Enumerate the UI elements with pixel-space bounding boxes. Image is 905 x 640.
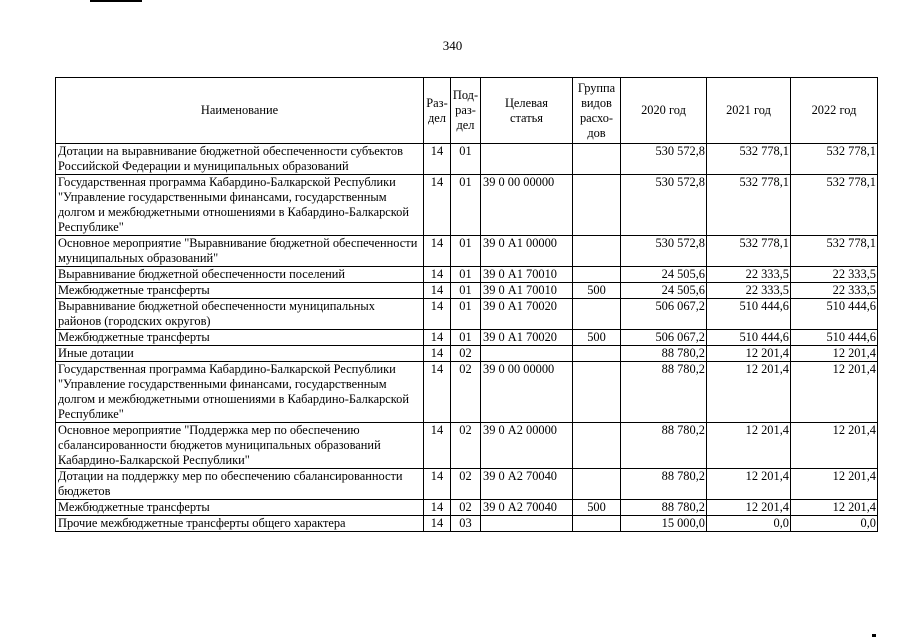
cell-subsection: 01 (451, 175, 481, 236)
cell-subsection: 01 (451, 299, 481, 330)
cell-subsection: 02 (451, 362, 481, 423)
cell-target: 39 0 А2 00000 (481, 423, 573, 469)
header-2022: 2022 год (791, 78, 878, 144)
cell-2021: 0,0 (707, 516, 791, 532)
cell-section: 14 (424, 330, 451, 346)
cell-subsection: 02 (451, 346, 481, 362)
cell-2022: 22 333,5 (791, 267, 878, 283)
cell-target: 39 0 А1 70020 (481, 299, 573, 330)
table-row (56, 516, 878, 532)
cell-subsection: 01 (451, 144, 481, 175)
cell-2021: 22 333,5 (707, 283, 791, 299)
cell-2020: 24 505,6 (621, 283, 707, 299)
cell-name: Дотации на поддержку мер по обеспечению сбалансированности бюджетов (56, 469, 424, 500)
cell-2022: 510 444,6 (791, 299, 878, 330)
cell-2020: 506 067,2 (621, 299, 707, 330)
cell-section: 14 (424, 346, 451, 362)
page-number: 340 (442, 38, 463, 53)
cell-group (573, 299, 621, 330)
header-section: Раз- дел (424, 78, 451, 144)
cell-2021: 12 201,4 (707, 346, 791, 362)
cell-2021: 12 201,4 (707, 362, 791, 423)
cell-section: 14 (424, 267, 451, 283)
cell-section: 14 (424, 144, 451, 175)
header-group: Группа видов расхо- дов (573, 78, 621, 144)
cell-2020: 530 572,8 (621, 175, 707, 236)
cell-target: 39 0 А1 00000 (481, 236, 573, 267)
cell-name: Иные дотации (56, 346, 424, 362)
table-header-row (56, 78, 878, 144)
cell-group (573, 144, 621, 175)
cell-2022: 532 778,1 (791, 144, 878, 175)
cell-2022: 12 201,4 (791, 346, 878, 362)
scan-artifact (90, 0, 142, 2)
cell-subsection: 01 (451, 267, 481, 283)
cell-group (573, 362, 621, 423)
table-row (56, 346, 878, 362)
table-row (56, 144, 878, 175)
table-row (56, 362, 878, 423)
cell-target: 39 0 А1 70020 (481, 330, 573, 346)
budget-table (55, 77, 878, 532)
cell-section: 14 (424, 469, 451, 500)
cell-section: 14 (424, 236, 451, 267)
cell-subsection: 02 (451, 469, 481, 500)
cell-group (573, 423, 621, 469)
cell-2020: 88 780,2 (621, 500, 707, 516)
table-row (56, 283, 878, 299)
cell-target: 39 0 00 00000 (481, 175, 573, 236)
table-row (56, 175, 878, 236)
cell-section: 14 (424, 500, 451, 516)
cell-name: Выравнивание бюджетной обеспеченности поселений (56, 267, 424, 283)
header-2021: 2021 год (707, 78, 791, 144)
cell-group (573, 236, 621, 267)
table-row (56, 469, 878, 500)
table-body (56, 144, 878, 532)
cell-target: 39 0 А1 70010 (481, 267, 573, 283)
table-row (56, 500, 878, 516)
cell-section: 14 (424, 516, 451, 532)
cell-subsection: 02 (451, 423, 481, 469)
cell-name: Межбюджетные трансферты (56, 283, 424, 299)
cell-2020: 24 505,6 (621, 267, 707, 283)
cell-group (573, 469, 621, 500)
cell-section: 14 (424, 423, 451, 469)
header-subsection: Под- раз- дел (451, 78, 481, 144)
cell-2022: 12 201,4 (791, 423, 878, 469)
cell-target (481, 144, 573, 175)
cell-subsection: 01 (451, 330, 481, 346)
scan-artifact-bottom (872, 634, 876, 637)
header-2020: 2020 год (621, 78, 707, 144)
cell-2022: 12 201,4 (791, 362, 878, 423)
cell-target (481, 516, 573, 532)
table-row (56, 330, 878, 346)
cell-name: Прочие межбюджетные трансферты общего характера (56, 516, 424, 532)
cell-2020: 88 780,2 (621, 362, 707, 423)
cell-name: Выравнивание бюджетной обеспеченности муниципальных районов (городских округов) (56, 299, 424, 330)
cell-2020: 88 780,2 (621, 469, 707, 500)
cell-group: 500 (573, 330, 621, 346)
cell-2020: 530 572,8 (621, 144, 707, 175)
cell-2022: 22 333,5 (791, 283, 878, 299)
cell-section: 14 (424, 283, 451, 299)
cell-2021: 532 778,1 (707, 144, 791, 175)
header-name: Наименование (56, 78, 424, 144)
cell-name: Дотации на выравнивание бюджетной обеспеченности субъектов Российской Федерации и муниципальных образований (56, 144, 424, 175)
cell-2022: 532 778,1 (791, 175, 878, 236)
cell-section: 14 (424, 299, 451, 330)
cell-2021: 510 444,6 (707, 299, 791, 330)
cell-2021: 12 201,4 (707, 469, 791, 500)
table-row (56, 423, 878, 469)
cell-group (573, 346, 621, 362)
cell-target: 39 0 00 00000 (481, 362, 573, 423)
cell-2020: 506 067,2 (621, 330, 707, 346)
table-row (56, 267, 878, 283)
cell-2021: 532 778,1 (707, 236, 791, 267)
cell-target: 39 0 А2 70040 (481, 469, 573, 500)
cell-2020: 88 780,2 (621, 346, 707, 362)
cell-section: 14 (424, 175, 451, 236)
cell-2021: 22 333,5 (707, 267, 791, 283)
cell-section: 14 (424, 362, 451, 423)
header-target: Целевая статья (481, 78, 573, 144)
cell-name: Государственная программа Кабардино-Балкарской Республики "Управление государственными финансами, государственным долгом и межбюджетными отношениями в Кабардино-Балкарской Республике" (56, 175, 424, 236)
cell-2020: 15 000,0 (621, 516, 707, 532)
cell-2020: 88 780,2 (621, 423, 707, 469)
cell-2020: 530 572,8 (621, 236, 707, 267)
cell-2021: 12 201,4 (707, 423, 791, 469)
cell-name: Основное мероприятие "Поддержка мер по обеспечению сбалансированности бюджетов муниципальных образований Кабардино-Балкарской Республики" (56, 423, 424, 469)
cell-target (481, 346, 573, 362)
table-row (56, 299, 878, 330)
cell-2021: 12 201,4 (707, 500, 791, 516)
cell-2022: 532 778,1 (791, 236, 878, 267)
cell-name: Межбюджетные трансферты (56, 330, 424, 346)
cell-subsection: 01 (451, 283, 481, 299)
cell-name: Государственная программа Кабардино-Балкарской Республики "Управление государственными финансами, государственным долгом и межбюджетными отношениями в Кабардино-Балкарской Республике" (56, 362, 424, 423)
cell-name: Межбюджетные трансферты (56, 500, 424, 516)
cell-name: Основное мероприятие "Выравнивание бюджетной обеспеченности муниципальных образований" (56, 236, 424, 267)
cell-subsection: 02 (451, 500, 481, 516)
cell-2021: 510 444,6 (707, 330, 791, 346)
table-row (56, 236, 878, 267)
cell-group: 500 (573, 283, 621, 299)
cell-2022: 510 444,6 (791, 330, 878, 346)
cell-group (573, 267, 621, 283)
cell-group (573, 516, 621, 532)
cell-target: 39 0 А1 70010 (481, 283, 573, 299)
cell-2022: 12 201,4 (791, 500, 878, 516)
cell-group: 500 (573, 500, 621, 516)
cell-subsection: 03 (451, 516, 481, 532)
cell-2022: 0,0 (791, 516, 878, 532)
cell-2022: 12 201,4 (791, 469, 878, 500)
cell-2021: 532 778,1 (707, 175, 791, 236)
cell-target: 39 0 А2 70040 (481, 500, 573, 516)
cell-subsection: 01 (451, 236, 481, 267)
cell-group (573, 175, 621, 236)
